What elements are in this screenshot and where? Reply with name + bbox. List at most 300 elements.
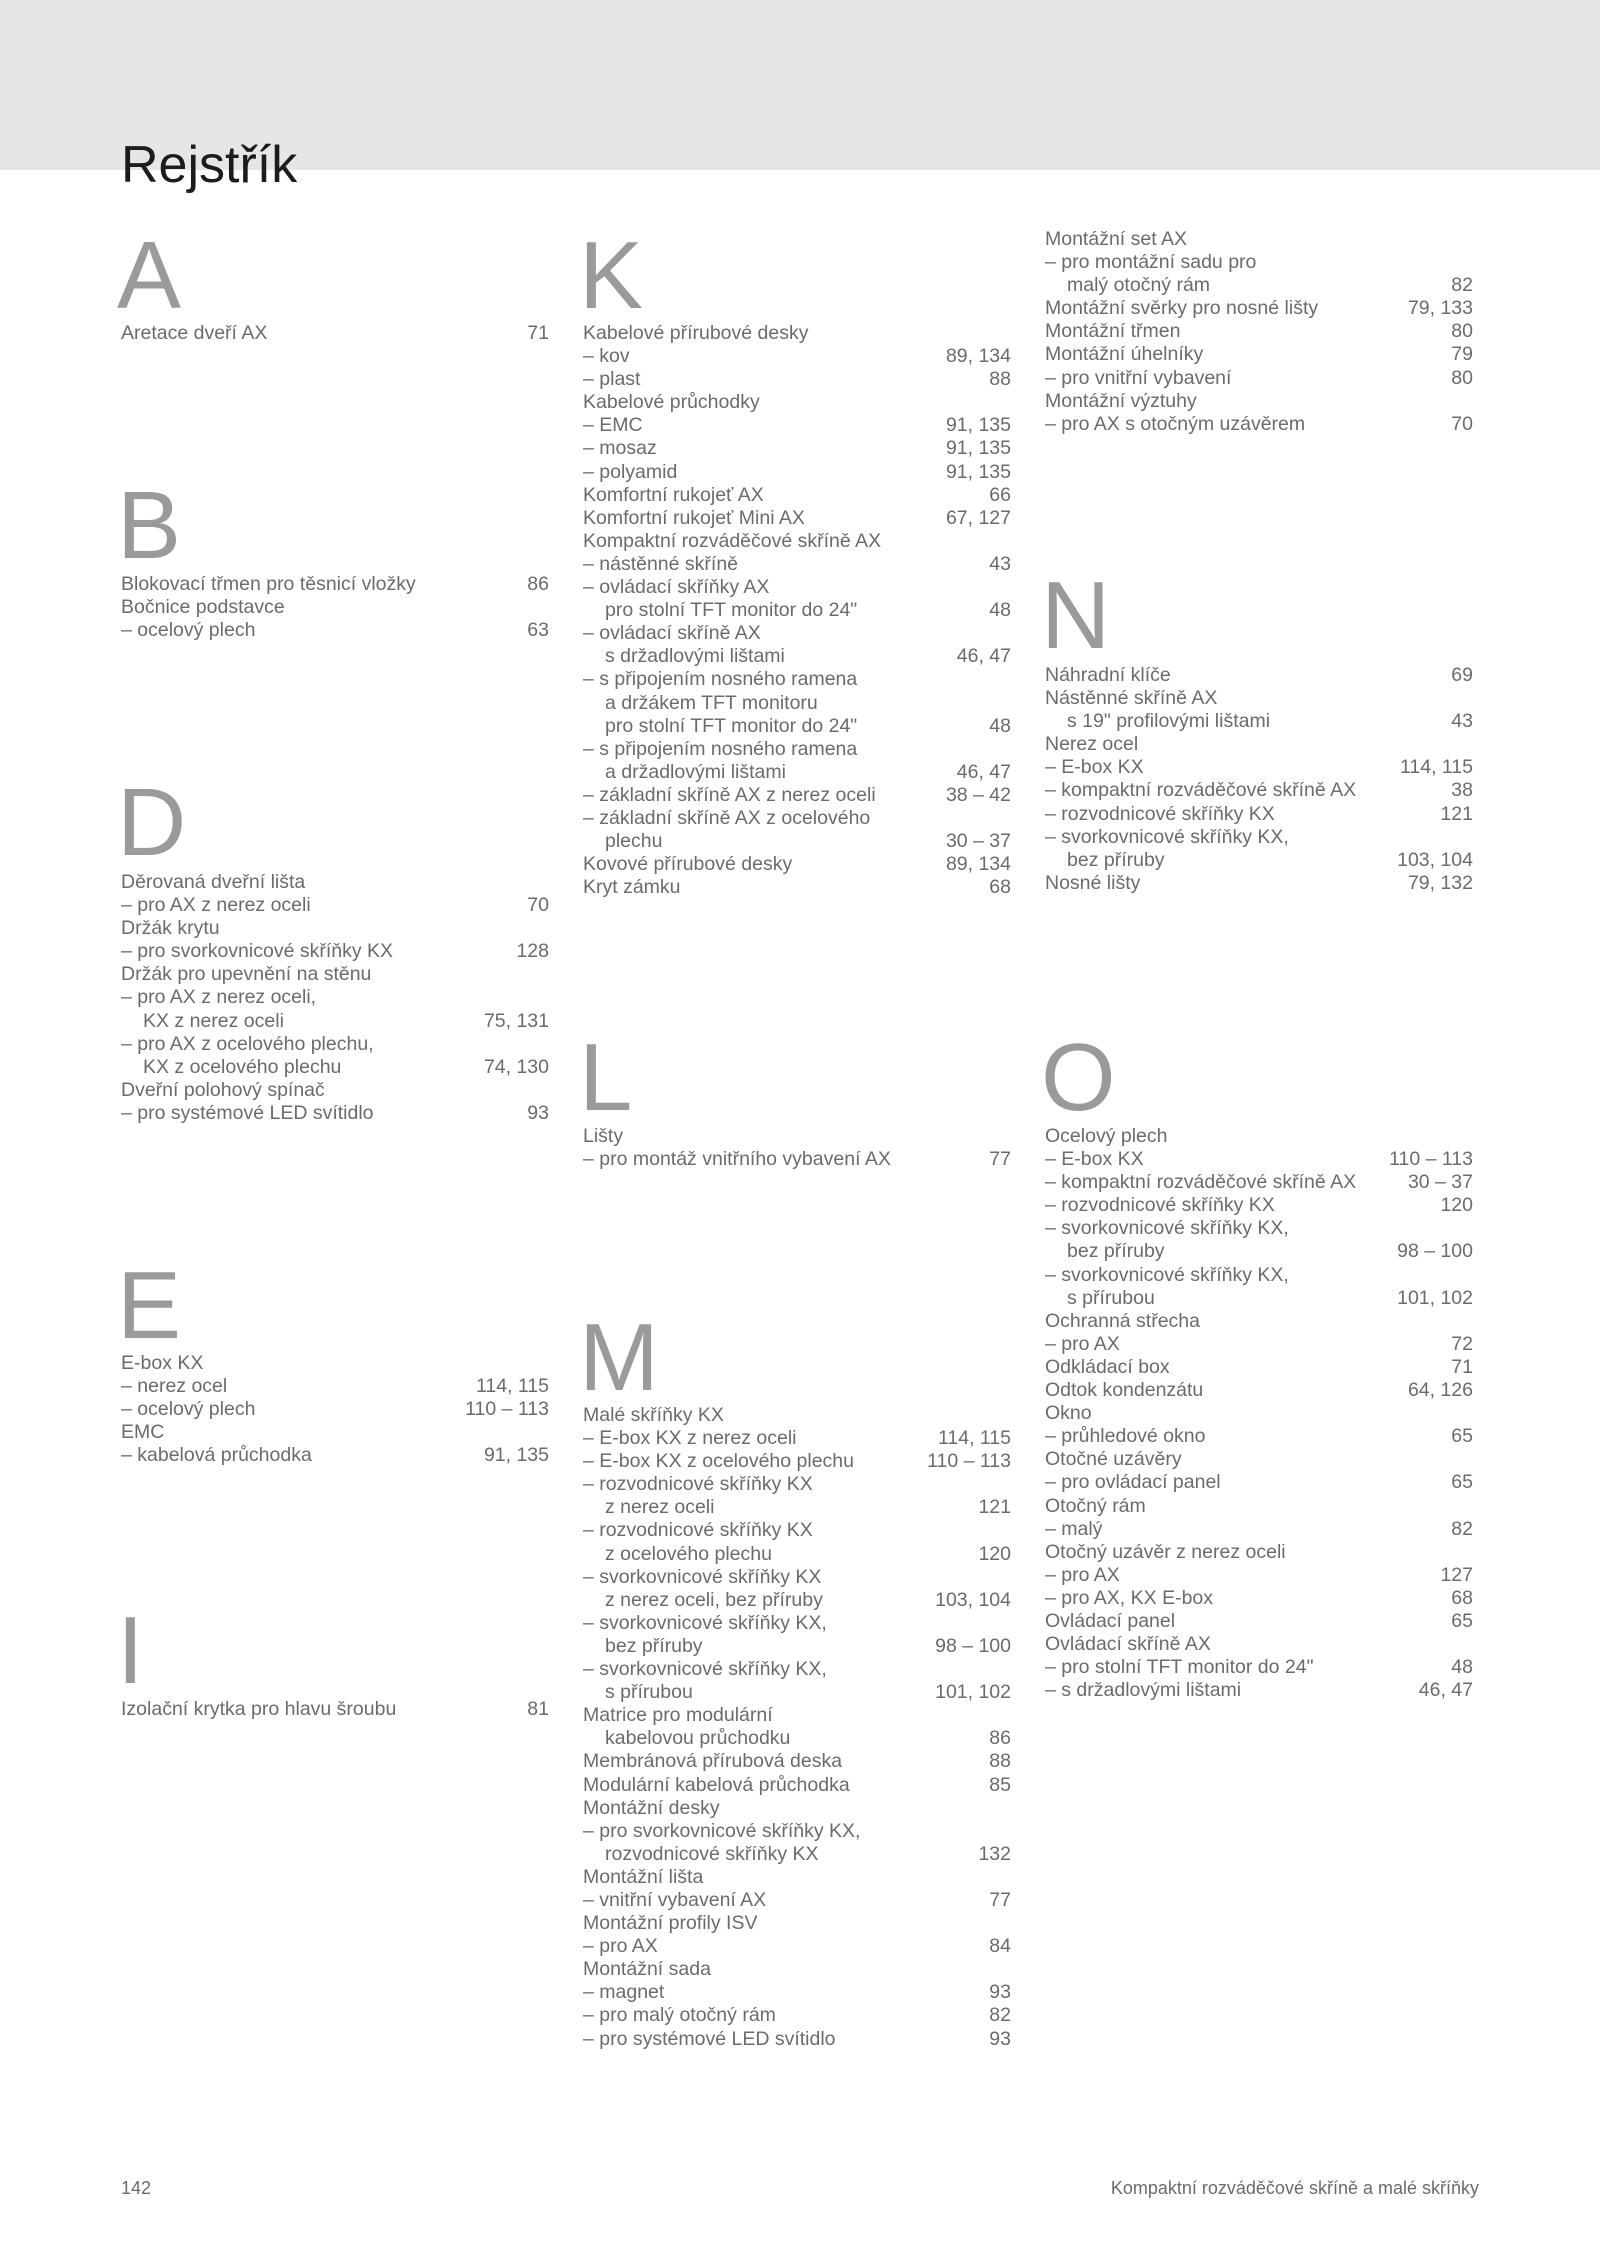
index-entry bbox=[1045, 343, 1473, 366]
index-entry-page: 65 bbox=[1451, 1609, 1473, 1632]
index-entry-term: plechu bbox=[605, 830, 663, 853]
index-entry-page: 128 bbox=[516, 940, 549, 963]
index-entry-page: 110 – 113 bbox=[927, 1450, 1011, 1473]
index-section-entries bbox=[121, 322, 549, 345]
index-entry-term: s přírubou bbox=[1067, 1286, 1155, 1309]
index-entry-term: – magnet bbox=[583, 1981, 665, 2004]
section-letter: B bbox=[117, 472, 180, 579]
index-section-entries bbox=[121, 573, 549, 642]
index-entry-term: Montážní lišta bbox=[583, 1865, 704, 1888]
index-entry-term: Ocelový plech bbox=[1045, 1125, 1168, 1147]
index-entry-term: Izolační krytka pro hlavu šroubu bbox=[121, 1698, 397, 1720]
index-entry bbox=[121, 1421, 549, 1444]
index-entry bbox=[583, 715, 1011, 738]
index-entry-page: 72 bbox=[1451, 1332, 1473, 1355]
index-section-entries bbox=[121, 1698, 549, 1721]
index-entry-term: – rozvodnicové skříňky KX bbox=[583, 1473, 813, 1496]
index-entry bbox=[1045, 1471, 1473, 1494]
section-letter: L bbox=[579, 1024, 631, 1131]
index-entry bbox=[583, 1496, 1011, 1519]
index-entry-term: – rozvodnicové skříňky KX bbox=[1045, 802, 1275, 825]
index-entry-term: Kryt zámku bbox=[583, 876, 681, 899]
index-entry-term: – ovládací skříňky AX bbox=[583, 576, 770, 599]
index-entry-term: – svorkovnicové skříňky KX, bbox=[1045, 1217, 1289, 1240]
index-entry-page: 120 bbox=[1440, 1194, 1473, 1217]
index-entry-term: – ocelový plech bbox=[121, 619, 256, 642]
index-entry-page: 77 bbox=[989, 1148, 1011, 1171]
index-entry bbox=[121, 871, 549, 894]
index-entry bbox=[1045, 803, 1473, 826]
index-entry-term: – rozvodnicové skříňky KX bbox=[583, 1519, 813, 1542]
index-entry bbox=[121, 1352, 549, 1375]
index-entry-page: 120 bbox=[978, 1542, 1011, 1565]
index-entry bbox=[583, 599, 1011, 622]
index-entry bbox=[583, 1566, 1011, 1589]
index-entry bbox=[583, 1519, 1011, 1542]
index-entry-term: s 19" profilovými lištami bbox=[1067, 710, 1271, 733]
index-entry-term: – nerez ocel bbox=[121, 1375, 228, 1398]
index-entry-page: 110 – 113 bbox=[1389, 1148, 1473, 1171]
index-entry-page: 110 – 113 bbox=[465, 1398, 549, 1421]
index-entry bbox=[583, 761, 1011, 784]
index-entry bbox=[583, 414, 1011, 437]
index-entry-page: 82 bbox=[1451, 1517, 1473, 1540]
index-entry bbox=[121, 1079, 549, 1102]
index-entry bbox=[1045, 1264, 1473, 1287]
index-entry-term: – pro montáž vnitřního vybavení AX bbox=[583, 1148, 891, 1171]
index-entry-term: – kabelová průchodka bbox=[121, 1444, 312, 1467]
index-entry-term: – svorkovnicové skříňky KX, bbox=[583, 1658, 827, 1681]
index-entry bbox=[1045, 367, 1473, 390]
index-entry-term: – pro AX z nerez oceli bbox=[121, 894, 311, 917]
index-entry bbox=[1045, 390, 1473, 413]
index-entry bbox=[1045, 733, 1473, 756]
index-entry bbox=[121, 986, 549, 1009]
index-entry-term: Kabelové přírubové desky bbox=[583, 322, 809, 344]
index-entry-page: 66 bbox=[989, 483, 1011, 506]
index-entry-term: Nosné lišty bbox=[1045, 871, 1141, 894]
index-entry bbox=[583, 830, 1011, 853]
index-entry-term: – pro ovládací panel bbox=[1045, 1471, 1221, 1494]
index-entry-page: 84 bbox=[989, 1935, 1011, 1958]
index-entry-term: – EMC bbox=[583, 414, 643, 437]
index-entry bbox=[121, 1056, 549, 1079]
index-entry-term: Montážní profily ISV bbox=[583, 1912, 758, 1935]
index-entry-page: 121 bbox=[1440, 802, 1473, 825]
index-entry-term: – pro AX bbox=[1045, 1563, 1120, 1586]
index-entry-term: malý otočný rám bbox=[1067, 274, 1211, 297]
index-entry-page: 114, 115 bbox=[475, 1375, 549, 1398]
index-entry bbox=[583, 2028, 1011, 2051]
index-entry bbox=[1045, 664, 1473, 687]
index-entry bbox=[1045, 251, 1473, 274]
index-section-entries bbox=[583, 1125, 1011, 1171]
page-title: Rejstřík bbox=[121, 135, 298, 194]
index-entry-page: 43 bbox=[1451, 710, 1473, 733]
index-entry-term: – pro AX z nerez oceli, bbox=[121, 986, 317, 1009]
index-entry bbox=[583, 1589, 1011, 1612]
index-entry-term: – pro AX s otočným uzávěrem bbox=[1045, 412, 1306, 435]
index-entry bbox=[1045, 1656, 1473, 1679]
index-entry-page: 89, 134 bbox=[945, 345, 1011, 368]
index-entry-page: 101, 102 bbox=[935, 1681, 1011, 1704]
index-entry-page: 86 bbox=[989, 1727, 1011, 1750]
index-entry bbox=[583, 576, 1011, 599]
index-entry-term: a držadlovými lištami bbox=[605, 760, 786, 783]
index-entry-term: z nerez oceli, bez příruby bbox=[605, 1588, 823, 1611]
index-entry-term: – svorkovnicové skříňky KX, bbox=[1045, 825, 1289, 848]
index-entry bbox=[1045, 297, 1473, 320]
index-entry-page: 74, 130 bbox=[483, 1055, 549, 1078]
index-entry-page: 65 bbox=[1451, 1425, 1473, 1448]
index-entry-term: kabelovou průchodku bbox=[605, 1727, 791, 1750]
index-entry-term: – malý bbox=[1045, 1517, 1103, 1540]
index-entry-term: – polyamid bbox=[583, 460, 678, 483]
index-entry-term: rozvodnicové skříňky KX bbox=[605, 1842, 819, 1865]
index-entry bbox=[583, 391, 1011, 414]
index-entry-term: – pro systémové LED svítidlo bbox=[583, 2027, 836, 2050]
index-entry-page: 88 bbox=[989, 368, 1011, 391]
index-entry-term: – průhledové okno bbox=[1045, 1425, 1206, 1448]
index-entry-page: 71 bbox=[527, 322, 549, 344]
footer-publication-title: Kompaktní rozváděčové skříně a malé skříňky bbox=[1110, 2178, 1479, 2198]
index-entry bbox=[121, 1398, 549, 1421]
index-entry-page: 70 bbox=[1451, 412, 1473, 435]
index-entry bbox=[583, 1958, 1011, 1981]
index-entry-page: 43 bbox=[989, 552, 1011, 575]
index-entry-term: Lišty bbox=[583, 1125, 624, 1147]
index-entry-term: Držák pro upevnění na stěnu bbox=[121, 963, 372, 986]
index-entry-page: 93 bbox=[527, 1101, 549, 1124]
index-entry bbox=[583, 1750, 1011, 1773]
index-entry-page: 91, 135 bbox=[483, 1444, 549, 1467]
index-entry-page: 48 bbox=[989, 714, 1011, 737]
index-entry-term: Montážní svěrky pro nosné lišty bbox=[1045, 297, 1319, 320]
index-entry-term: z ocelového plechu bbox=[605, 1542, 772, 1565]
index-entry-term: – pro systémové LED svítidlo bbox=[121, 1101, 374, 1124]
index-entry bbox=[121, 1033, 549, 1056]
index-entry-page: 114, 115 bbox=[937, 1427, 1011, 1450]
index-entry-term: bez příruby bbox=[1067, 848, 1165, 871]
index-entry bbox=[583, 484, 1011, 507]
index-entry-page: 68 bbox=[1451, 1586, 1473, 1609]
index-entry bbox=[121, 1102, 549, 1125]
index-entry bbox=[583, 1125, 1011, 1148]
index-entry-term: – pro montážní sadu pro bbox=[1045, 251, 1257, 274]
index-entry-term: – nástěnné skříně bbox=[583, 552, 739, 575]
index-entry-term: – pro AX bbox=[583, 1935, 658, 1958]
index-entry-term: – E-box KX bbox=[1045, 756, 1144, 779]
index-entry bbox=[1045, 710, 1473, 733]
index-entry-page: 38 bbox=[1451, 779, 1473, 802]
index-entry bbox=[1045, 1495, 1473, 1518]
index-section-entries bbox=[583, 1404, 1011, 2051]
index-entry-page: 80 bbox=[1451, 320, 1473, 343]
index-entry-page: 91, 135 bbox=[945, 460, 1011, 483]
index-entry bbox=[1045, 1125, 1473, 1148]
index-entry bbox=[1045, 1610, 1473, 1633]
index-entry-page: 79, 133 bbox=[1407, 297, 1473, 320]
index-entry bbox=[1045, 1240, 1473, 1263]
index-entry bbox=[1045, 1194, 1473, 1217]
index-entry-page: 81 bbox=[527, 1698, 549, 1720]
index-entry bbox=[583, 1935, 1011, 1958]
index-entry-term: – svorkovnicové skříňky KX, bbox=[583, 1611, 827, 1634]
index-entry-term: s přírubou bbox=[605, 1681, 693, 1704]
index-entry-term: Blokovací třmen pro těsnicí vložky bbox=[121, 573, 416, 595]
index-entry-term: Bočnice podstavce bbox=[121, 596, 285, 619]
section-letter: N bbox=[1041, 562, 1109, 669]
index-entry bbox=[583, 1797, 1011, 1820]
index-entry bbox=[583, 1658, 1011, 1681]
index-entry bbox=[121, 917, 549, 940]
index-entry bbox=[583, 1889, 1011, 1912]
footer-page-number: 142 bbox=[121, 2178, 152, 2198]
index-entry-term: Nerez ocel bbox=[1045, 733, 1139, 756]
index-entry-term: Membránová přírubová deska bbox=[583, 1750, 843, 1773]
index-entry-term: – s připojením nosného ramena bbox=[583, 668, 858, 691]
index-entry bbox=[583, 1866, 1011, 1889]
index-entry bbox=[1045, 1379, 1473, 1402]
section-letter: E bbox=[117, 1252, 180, 1359]
index-entry bbox=[1045, 1287, 1473, 1310]
index-entry bbox=[121, 963, 549, 986]
index-entry bbox=[121, 1010, 549, 1033]
index-entry bbox=[583, 1427, 1011, 1450]
index-entry bbox=[583, 1148, 1011, 1171]
index-entry bbox=[583, 553, 1011, 576]
index-entry bbox=[583, 1612, 1011, 1635]
index-entry-term: – svorkovnicové skříňky KX bbox=[583, 1565, 822, 1588]
index-entry-term: Komfortní rukojeť Mini AX bbox=[583, 506, 805, 529]
index-entry-page: 89, 134 bbox=[945, 853, 1011, 876]
index-section-entries bbox=[1045, 1125, 1473, 1702]
index-entry bbox=[121, 894, 549, 917]
index-entry-term: – základní skříně AX z nerez oceli bbox=[583, 783, 876, 806]
index-entry bbox=[583, 1404, 1011, 1427]
index-entry-term: Montážní set AX bbox=[1045, 228, 1187, 250]
index-entry-page: 88 bbox=[989, 1750, 1011, 1773]
index-entry-term: Ochranná střecha bbox=[1045, 1309, 1201, 1332]
index-entry-term: – plast bbox=[583, 368, 641, 391]
index-entry-term: – s držadlovými lištami bbox=[1045, 1679, 1242, 1702]
index-entry-term: – pro malý otočný rám bbox=[583, 2004, 776, 2027]
index-entry bbox=[1045, 1425, 1473, 1448]
index-entry-term: – kompaktní rozváděčové skříně AX bbox=[1045, 1171, 1357, 1194]
index-entry-term: Držák krytu bbox=[121, 917, 220, 940]
index-entry bbox=[1045, 228, 1473, 251]
index-entry bbox=[121, 322, 549, 345]
index-entry-page: 93 bbox=[989, 1981, 1011, 2004]
index-entry-term: – ovládací skříně AX bbox=[583, 622, 761, 645]
index-entry bbox=[583, 1473, 1011, 1496]
index-entry-term: Okno bbox=[1045, 1402, 1092, 1425]
index-entry-page: 103, 104 bbox=[935, 1588, 1011, 1611]
index-entry bbox=[583, 1543, 1011, 1566]
index-entry bbox=[583, 645, 1011, 668]
index-entry-page: 69 bbox=[1451, 664, 1473, 686]
index-entry-term: Kovové přírubové desky bbox=[583, 853, 793, 876]
index-entry-term: – svorkovnicové skříňky KX, bbox=[1045, 1263, 1289, 1286]
index-entry-page: 101, 102 bbox=[1397, 1286, 1473, 1309]
index-entry bbox=[1045, 756, 1473, 779]
index-entry-page: 46, 47 bbox=[956, 760, 1011, 783]
index-entry-term: – vnitřní vybavení AX bbox=[583, 1888, 767, 1911]
index-section-entries bbox=[1045, 664, 1473, 895]
index-entry bbox=[583, 437, 1011, 460]
index-entry-term: – pro AX z ocelového plechu, bbox=[121, 1032, 374, 1055]
index-entry bbox=[583, 1681, 1011, 1704]
index-entry-page: 86 bbox=[527, 573, 549, 595]
index-entry-term: Montážní výztuhy bbox=[1045, 389, 1197, 412]
index-entry bbox=[583, 1843, 1011, 1866]
index-section-entries bbox=[121, 1352, 549, 1467]
index-entry-page: 114, 115 bbox=[1399, 756, 1473, 779]
index-entry-term: – základní skříně AX z ocelového bbox=[583, 806, 871, 829]
index-entry-term: – pro stolní TFT monitor do 24" bbox=[1045, 1656, 1314, 1679]
index-entry-page: 71 bbox=[1451, 1355, 1473, 1378]
index-entry-term: – pro AX bbox=[1045, 1332, 1120, 1355]
index-entry bbox=[121, 1375, 549, 1398]
index-entry-term: Komfortní rukojeť AX bbox=[583, 483, 764, 506]
index-entry-page: 82 bbox=[1451, 274, 1473, 297]
index-entry-term: Ovládací skříně AX bbox=[1045, 1633, 1211, 1656]
index-entry-page: 127 bbox=[1440, 1563, 1473, 1586]
index-entry-term: KX z nerez oceli bbox=[143, 1009, 284, 1032]
index-entry-term: – pro AX, KX E-box bbox=[1045, 1586, 1214, 1609]
index-entry-term: Náhradní klíče bbox=[1045, 664, 1171, 686]
index-entry-term: bez příruby bbox=[1067, 1240, 1165, 1263]
index-entry-page: 79 bbox=[1451, 343, 1473, 366]
index-entry bbox=[1045, 1217, 1473, 1240]
index-entry-term: E-box KX bbox=[121, 1352, 204, 1374]
index-entry-page: 98 – 100 bbox=[1397, 1240, 1473, 1263]
index-entry bbox=[121, 940, 549, 963]
index-entry bbox=[1045, 1587, 1473, 1610]
index-entry bbox=[1045, 1333, 1473, 1356]
index-entry-page: 48 bbox=[1451, 1656, 1473, 1679]
index-entry-term: Montážní úhelníky bbox=[1045, 343, 1204, 366]
index-entry bbox=[1045, 1356, 1473, 1379]
index-entry-term: – rozvodnicové skříňky KX bbox=[1045, 1194, 1275, 1217]
index-entry-page: 70 bbox=[527, 894, 549, 917]
index-entry bbox=[583, 1774, 1011, 1797]
index-entry-page: 93 bbox=[989, 2027, 1011, 2050]
index-entry-term: Otočné uzávěry bbox=[1045, 1448, 1182, 1471]
index-entry bbox=[583, 668, 1011, 691]
index-entry bbox=[1045, 413, 1473, 436]
index-section-entries bbox=[1045, 228, 1473, 436]
index-entry bbox=[583, 807, 1011, 830]
index-entry-term: Kompaktní rozváděčové skříně AX bbox=[583, 529, 882, 552]
index-entry-term: s držadlovými lištami bbox=[605, 645, 785, 668]
index-entry-page: 82 bbox=[989, 2004, 1011, 2027]
index-entry bbox=[1045, 826, 1473, 849]
index-entry bbox=[1045, 779, 1473, 802]
index-entry-term: – mosaz bbox=[583, 437, 657, 460]
index-entry bbox=[583, 1450, 1011, 1473]
index-entry-term: Montážní desky bbox=[583, 1796, 720, 1819]
index-entry-term: Malé skříňky KX bbox=[583, 1404, 724, 1426]
index-entry bbox=[1045, 1541, 1473, 1564]
index-entry-term: Aretace dveří AX bbox=[121, 322, 268, 344]
index-entry-term: Matrice pro modulární bbox=[583, 1704, 773, 1727]
index-entry bbox=[1045, 274, 1473, 297]
index-section-entries bbox=[121, 871, 549, 1125]
section-letter: A bbox=[117, 222, 180, 329]
index-entry bbox=[583, 1820, 1011, 1843]
index-entry bbox=[1045, 1679, 1473, 1702]
index-entry bbox=[1045, 872, 1473, 895]
index-entry-term: – ocelový plech bbox=[121, 1398, 256, 1421]
index-entry-page: 64, 126 bbox=[1407, 1379, 1473, 1402]
index-entry-term: – kompaktní rozváděčové skříně AX bbox=[1045, 779, 1357, 802]
index-entry bbox=[1045, 1171, 1473, 1194]
index-entry-term: – pro vnitřní vybavení bbox=[1045, 366, 1232, 389]
index-entry-term: Montážní třmen bbox=[1045, 320, 1181, 343]
index-entry-term: – s připojením nosného ramena bbox=[583, 737, 858, 760]
section-letter: O bbox=[1041, 1024, 1114, 1131]
index-entry-page: 98 – 100 bbox=[935, 1634, 1011, 1657]
index-entry bbox=[583, 692, 1011, 715]
index-entry-term: Odkládací box bbox=[1045, 1355, 1170, 1378]
index-entry-term: – E-box KX bbox=[1045, 1148, 1144, 1171]
index-entry bbox=[1045, 849, 1473, 872]
index-entry bbox=[583, 1912, 1011, 1935]
index-entry bbox=[1045, 1518, 1473, 1541]
index-entry bbox=[583, 1704, 1011, 1727]
index-entry bbox=[583, 1635, 1011, 1658]
index-entry bbox=[583, 622, 1011, 645]
index-entry-page: 80 bbox=[1451, 366, 1473, 389]
index-entry bbox=[1045, 1448, 1473, 1471]
index-entry-term: – kov bbox=[583, 345, 630, 368]
index-entry-page: 91, 135 bbox=[945, 414, 1011, 437]
index-entry-term: Montážní sada bbox=[583, 1958, 711, 1981]
index-entry bbox=[1045, 1402, 1473, 1425]
index-entry-page: 121 bbox=[978, 1496, 1011, 1519]
index-entry bbox=[583, 784, 1011, 807]
index-entry bbox=[583, 461, 1011, 484]
index-entry-page: 68 bbox=[989, 876, 1011, 899]
section-letter: D bbox=[117, 769, 185, 876]
index-entry-term: Otočný rám bbox=[1045, 1494, 1146, 1517]
index-entry-term: pro stolní TFT monitor do 24" bbox=[605, 714, 858, 737]
index-entry bbox=[1045, 1633, 1473, 1656]
index-entry-term: EMC bbox=[121, 1421, 165, 1444]
index-entry bbox=[1045, 1148, 1473, 1171]
index-entry bbox=[583, 530, 1011, 553]
index-entry bbox=[583, 1981, 1011, 2004]
index-entry-page: 132 bbox=[978, 1842, 1011, 1865]
index-entry-term: Modulární kabelová průchodka bbox=[583, 1773, 850, 1796]
index-entry-term: Otočný uzávěr z nerez oceli bbox=[1045, 1540, 1286, 1563]
index-entry bbox=[1045, 1310, 1473, 1333]
index-entry-term: Ovládací panel bbox=[1045, 1609, 1176, 1632]
index-entry-page: 77 bbox=[989, 1888, 1011, 1911]
index-entry-term: – pro svorkovnicové skříňky KX, bbox=[583, 1819, 861, 1842]
index-entry-term: – pro svorkovnicové skříňky KX bbox=[121, 940, 394, 963]
section-letter: I bbox=[117, 1597, 142, 1704]
index-entry-page: 30 – 37 bbox=[1407, 1171, 1473, 1194]
index-entry bbox=[583, 507, 1011, 530]
index-entry bbox=[1045, 1564, 1473, 1587]
index-entry bbox=[121, 619, 549, 642]
index-entry bbox=[121, 596, 549, 619]
index-entry-term: Odtok kondenzátu bbox=[1045, 1379, 1204, 1402]
index-entry-page: 30 – 37 bbox=[945, 830, 1011, 853]
index-entry-page: 79, 132 bbox=[1407, 871, 1473, 894]
